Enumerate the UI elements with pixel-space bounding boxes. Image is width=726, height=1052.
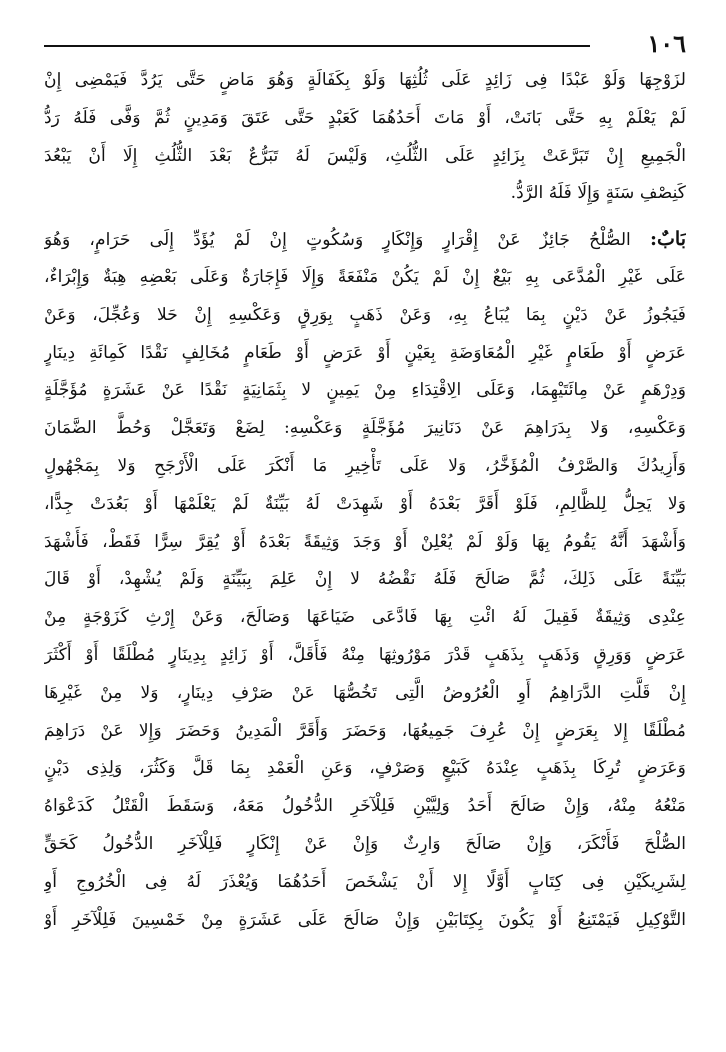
text-line: مَنْعُهُ مِنْهُ، وَإِنْ صَالَحَ أَحَدُ وَلِيَّيْنِ فَلِلْآخَرِ الدُّخُولُ مَعَهُ، وَسَقَطَ الْقَتْلُ كَدَعْوَاهُ [44, 796, 686, 817]
text-line: لِشَرِيكَيْنِ فِى كِتَابٍ أَوَّلًا إِلا أَنْ يَشْخَصَ أَحَدُهُمَا وَيُعْذَرَ لَهُ فِى الْخُرُوجِ أَوِ [44, 871, 686, 892]
section-first-line [44, 221, 686, 259]
body-text [44, 62, 686, 939]
text-line: وَدِرْهَمٍ عَنْ مِائَتَيْهِمَا، وَعَلَى الِاقْتِدَاءِ مِنْ يَمِينٍ لا بِثَمَانِيَةٍ نَقْدًا عَنْ عَشَرَةٍ مُؤَجَّلَةٍ [44, 380, 686, 401]
text-line: الصُّلْحَ فَأَنْكَرَ، وَإِنْ صَالَحَ وَارِثٌ وَإِنْ عَنْ إِنْكَارٍ فَلِلْآخَرِ الدُّخُولُ كَحَقٍّ [44, 833, 686, 854]
text-line: فَيَجُوزُ عَنْ دَيْنٍ بِمَا يُبَاعُ بِهِ، وَعَنْ ذَهَبٍ بِوَرِقٍ وَعَكْسِهِ إِنْ حَلا وَعُجِّلَ، وَعَنْ [44, 304, 686, 325]
text-line: مُطْلَقًا إِلا بِعَرَضٍ إِنْ عُرِفَ جَمِيعُهَا، وَحَضَرَ وَأَقَرَّ الْمَدِينُ وَحَضَرَ وَإِلا عَنْ دَرَاهِمَ [44, 720, 686, 741]
text-line: لَمْ يَعْلَمْ بِهِ حَتَّى بَانَتْ، أَوْ مَاتَ أَحَدُهُمَا كَعَبْدٍ حَتَّى عَتَقَ وَمَدِينٍ ثُمَّ وَفَّى فَلَهُ رَدُّ [44, 107, 686, 128]
section-heading: بَابٌ: [650, 228, 686, 251]
text-line: عَرَضٍ أَوْ طَعَامٍ غَيْرِ الْمُعَاوَضَةِ بِعَيْنٍ أَوْ عَرَضٍ أَوْ طَعَامٍ مُخَالِفٍ نَقْدًا كَمِائَةِ دِينَارٍ [44, 342, 686, 363]
text-line: كَنِصْفِ سَنَةٍ وَإِلَا فَلَهُ الرَّدُّ. [510, 183, 686, 204]
page-number: ١٠٦ [647, 29, 686, 58]
text-line: بَيِّنَةً عَلَى ذَلِكَ، ثُمَّ صَالَحَ فَلَهُ نَقْضُهُ لا إِنْ عَلِمَ بِبَيِّنَةٍ وَلَمْ يُشْهِدْ، أَوْ قَالَ [44, 569, 686, 590]
text-line: لزَوْجِهَا وَلَوْ عَبْدًا فِى زَائِدٍ عَلَى ثُلُثِهَا وَلَوْ بِكَفَالَةٍ وَهُوَ مَاضٍ حَتَّى يَرُدَّ فَيَمْضِى إِنْ [44, 70, 686, 90]
text-line: الْجَمِيعِ إِنْ تَبَرَّعَتْ بِزَائِدٍ عَلَى الثُّلُثِ، وَلَيْسَ لَهُ تَبَرُّعٌ بَعْدَ الثُّلُثِ إِلَا أَنْ يَبْعُدَ [44, 145, 686, 166]
text-line: التَّوْكِيلِ فَيَمْتَنِعُ أَوْ يَكُونَ بِكِتَابَيْنِ وَإِنْ صَالَحَ عَلَى عَشَرَةٍ مِنْ خَمْسِينَ فَلِلْآخَرِ أَوْ [44, 909, 686, 930]
page-header [44, 30, 686, 62]
text-line: عَرَضٍ وَوَرِقٍ وَذَهَبٍ بِذَهَبٍ قَدْرَ مَوْرُوثِهَا مِنْهُ فَأَقَلَّ، أَوْ زَائِدٍ بِدِينَارٍ مُطْلَقًا أَوْ أَكْثَرَ [44, 644, 686, 665]
text-line: وَأَشْهَدَ أَنَّهُ يَقُومُ بِهَا وَلَوْ لَمْ يُعْلِنْ أَوْ وَجَدَ وَثِيقَةً بَعْدَهُ أَوْ يُقِرَّ سِرًّا فَقَطْ، فَأَشْهَدَ [44, 531, 686, 552]
text-line: وَلا يَحِلُّ لِلظَّالِمِ، فَلَوْ أَقَرَّ بَعْدَهُ أَوْ شَهِدَتْ لَهُ بَيِّنَةٌ لَمْ يَعْلَمْهَا أَوْ بَعُدَتْ جِدًّا، [44, 493, 686, 514]
text-span: الصُّلْحُ جَائِزٌ عَنْ إِقْرَارٍ وَإِنْكَارٍ وَسُكُوتٍ إِنْ لَمْ يُؤَدِّ إِلَى حَرَامٍ، وَهُوَ [44, 230, 631, 251]
text-line: إِنْ قَلَّتِ الدَّرَاهِمُ أَوِ الْعُرُوضُ الَّتِى تَخُصُّهَا عَنْ صَرْفِ دِينَارٍ، وَلا مِنْ غَيْرِهَا [44, 682, 686, 703]
text-line: وَعَكْسِهِ، وَلا بِدَرَاهِمَ عَنْ دَنَانِيرَ مُؤَجَّلَةٍ وَعَكْسِهِ: لِضَعْ وَتَعَجَّلْ وَحُطَّ الضَّمَانَ [44, 418, 686, 439]
text-line: عِنْدِى وَثِيقَةٌ فَقِيلَ لَهُ ائْتِ بِهَا فَادَّعَى ضَيَاعَهَا وَصَالَحَ، وَعَنْ إِرْثِ كَزَوْجَةٍ مِنْ [44, 607, 686, 628]
text-line: وَأَزِيدُكَ وَالصَّرْفُ الْمُؤَخَّرُ، وَلا عَلَى تَأْخِيرِ مَا أَنْكَرَ عَلَى الْأَرْجَحِ وَلا بِمَجْهُولٍ [44, 455, 686, 476]
header-rule [44, 45, 590, 47]
text-line: وَعَرَضٍ تُرِكَا بِذَهَبٍ عِنْدَهُ كَبَيْعٍ وَصَرْفٍ، وَعَنِ الْعَمْدِ بِمَا قَلَّ وَكَثُرَ، وَلِذِى دَيْنٍ [44, 758, 686, 779]
text-line: عَلَى غَيْرِ الْمُدَّعَى بِهِ بَيْعٌ إِنْ لَمْ يَكُنْ مَنْفَعَةً وَإِلَا فَإِجَارَةٌ وَعَلَى بَعْضِهِ هِبَةٌ وَإِبْرَاءٌ، [44, 266, 686, 287]
